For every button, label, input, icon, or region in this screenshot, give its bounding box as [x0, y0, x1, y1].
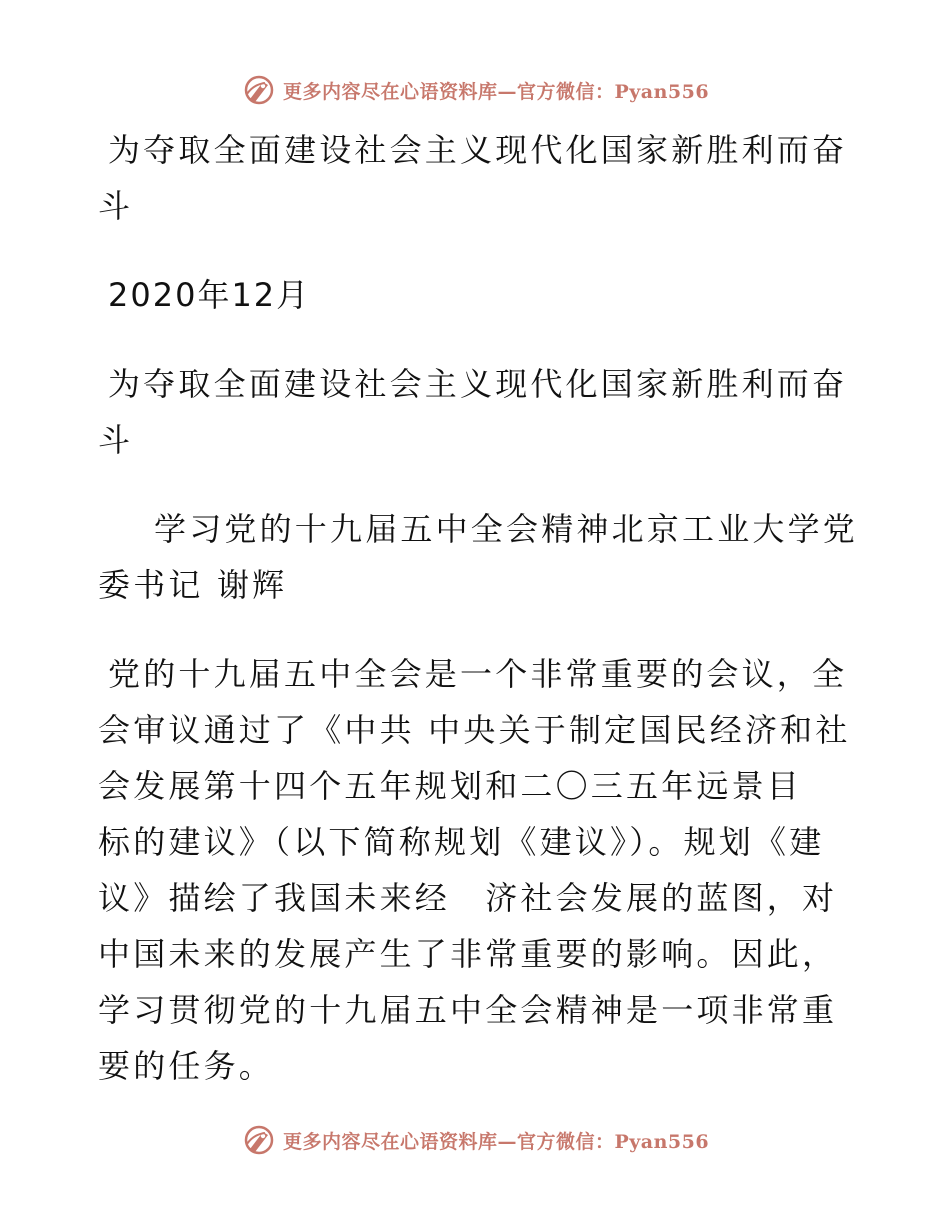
document-title-repeat: 为夺取全面建设社会主义现代化国家新胜利而奋斗 — [98, 365, 848, 459]
header-watermark — [0, 68, 950, 112]
body-paragraph: 党的十九届五中全会是一个非常重要的会议，全会审议通过了《中共 中央关于制定国民经济和社会发展第十四个五年规划和二〇三五年远景目 标的建议》（以下简称规划《建议》）。规划《建议》描绘了我国未来经 济社会发展的蓝图，对中国未来的发展产生了非常重要的影响。因此，学习贯彻党的十九届五中全会精神是一项非常重要的任务。 — [98, 655, 851, 1085]
document-subtitle: 学习党的十九届五中全会精神北京工业大学党委书记 谢辉 — [98, 510, 859, 604]
watermark-text: 更多内容尽在心语资料库—官方微信：Pyan556 — [282, 1130, 710, 1153]
pen-nib-logo-icon — [241, 72, 277, 108]
document-body — [98, 122, 858, 1127]
document-date: 2020年12月 — [108, 276, 311, 314]
watermark-text: 更多内容尽在心语资料库—官方微信：Pyan556 — [282, 80, 710, 103]
pen-nib-logo-icon — [241, 1122, 277, 1158]
document-title: 为夺取全面建设社会主义现代化国家新胜利而奋斗 — [98, 131, 848, 225]
footer-watermark — [0, 1118, 950, 1162]
